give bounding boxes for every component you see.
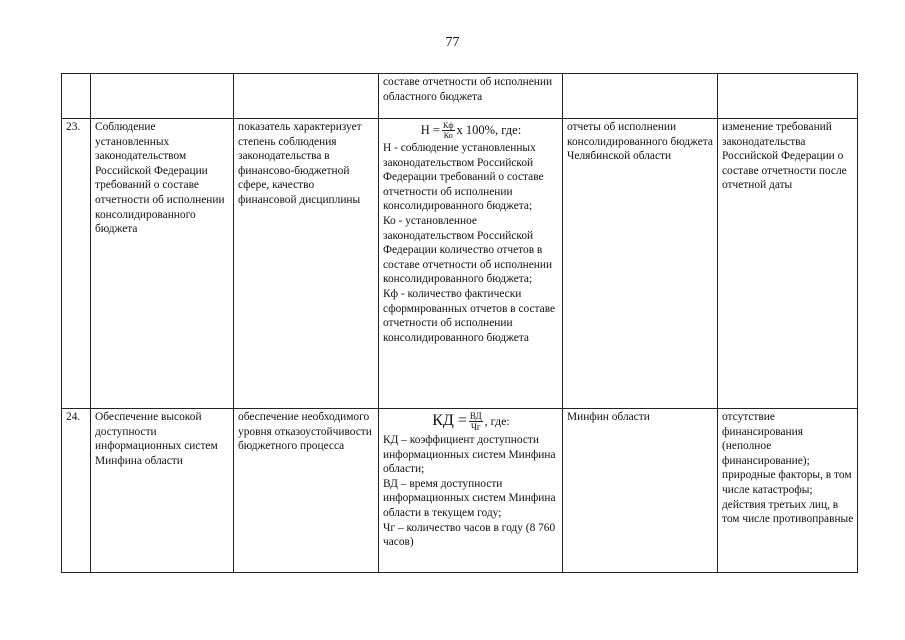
data-source: отчеты об исполнении консолидированного бюджета Челябинской области — [563, 119, 718, 409]
formula-legend-item: ВД – время доступности информационных систем Минфина области в текущем году; — [383, 477, 556, 519]
cell-num — [62, 74, 91, 119]
indicator-description: обеспечение необходимого уровня отказоустойчивости бюджетного процесса — [234, 409, 379, 573]
formula-legend-item: КД – коэффициент доступности информационных систем Минфина области; — [383, 434, 556, 476]
formula-denominator: Ко — [443, 131, 453, 140]
cell-method: составе отчетности об исполнении областного бюджета — [379, 74, 563, 119]
data-source: Минфин области — [563, 409, 718, 573]
page-number: 77 — [445, 35, 460, 50]
risk-factors: изменение требований законодательства Российской Федерации о составе отчетности после отчетной даты — [718, 119, 858, 409]
table-row-23 — [62, 119, 858, 409]
calculation-method — [379, 119, 563, 409]
formula-legend-item: Кф - количество фактически сформированных отчетов в составе отчетности об исполнении консолидированного бюджета — [383, 287, 556, 344]
formula-rhs: х 100%, где: — [456, 123, 522, 138]
cell-source — [563, 74, 718, 119]
formula-legend-item: Чг – количество часов в году (8 760 часов) — [383, 521, 556, 549]
indicator-name: Обеспечение высокой доступности информационных систем Минфина области — [91, 409, 234, 573]
row-number: 24. — [62, 409, 91, 573]
formula-legend-item: Н - соблюдение установленных законодательством Российской Федерации требований о составе отчетности об исполнении консолидированного бюджета; — [383, 142, 544, 213]
formula-legend-item: Ко - установленное законодательством Российской Федерации количество отчетов в составе отчетности об исполнении консолидированного бюджета; — [383, 214, 553, 286]
row-number: 23. — [62, 119, 91, 409]
formula-rhs: , где: — [484, 414, 510, 429]
formula-lhs: КД = — [432, 412, 467, 430]
indicator-name: Соблюдение установленных законодательством Российской Федерации требований о составе отчетности об исполнении консолидированного бюджета — [91, 119, 234, 409]
formula-numerator: ВД — [469, 411, 482, 421]
formula-availability — [383, 411, 559, 432]
cell-name — [91, 74, 234, 119]
formula-denominator: Чг — [470, 422, 481, 432]
calculation-method — [379, 409, 563, 573]
formula-compliance — [383, 121, 559, 140]
indicator-description: показатель характеризует степень соблюдения законодательства в финансово-бюджетной сфере, качество финансовой дисциплины — [234, 119, 379, 409]
formula-lhs: Н = — [420, 123, 440, 138]
risk-factors: отсутствие финансирования (неполное финансирование); природные факторы, в том числе катастрофы; действия третьих лиц, в том числе противоправные — [718, 409, 858, 573]
table-row-continuation — [62, 74, 858, 119]
formula-numerator: Кф — [442, 121, 454, 130]
indicators-table — [61, 73, 858, 573]
formula-fraction — [442, 121, 455, 140]
formula-fraction — [469, 411, 483, 432]
cell-risks — [718, 74, 858, 119]
table-row-24 — [62, 409, 858, 573]
cell-description — [234, 74, 379, 119]
